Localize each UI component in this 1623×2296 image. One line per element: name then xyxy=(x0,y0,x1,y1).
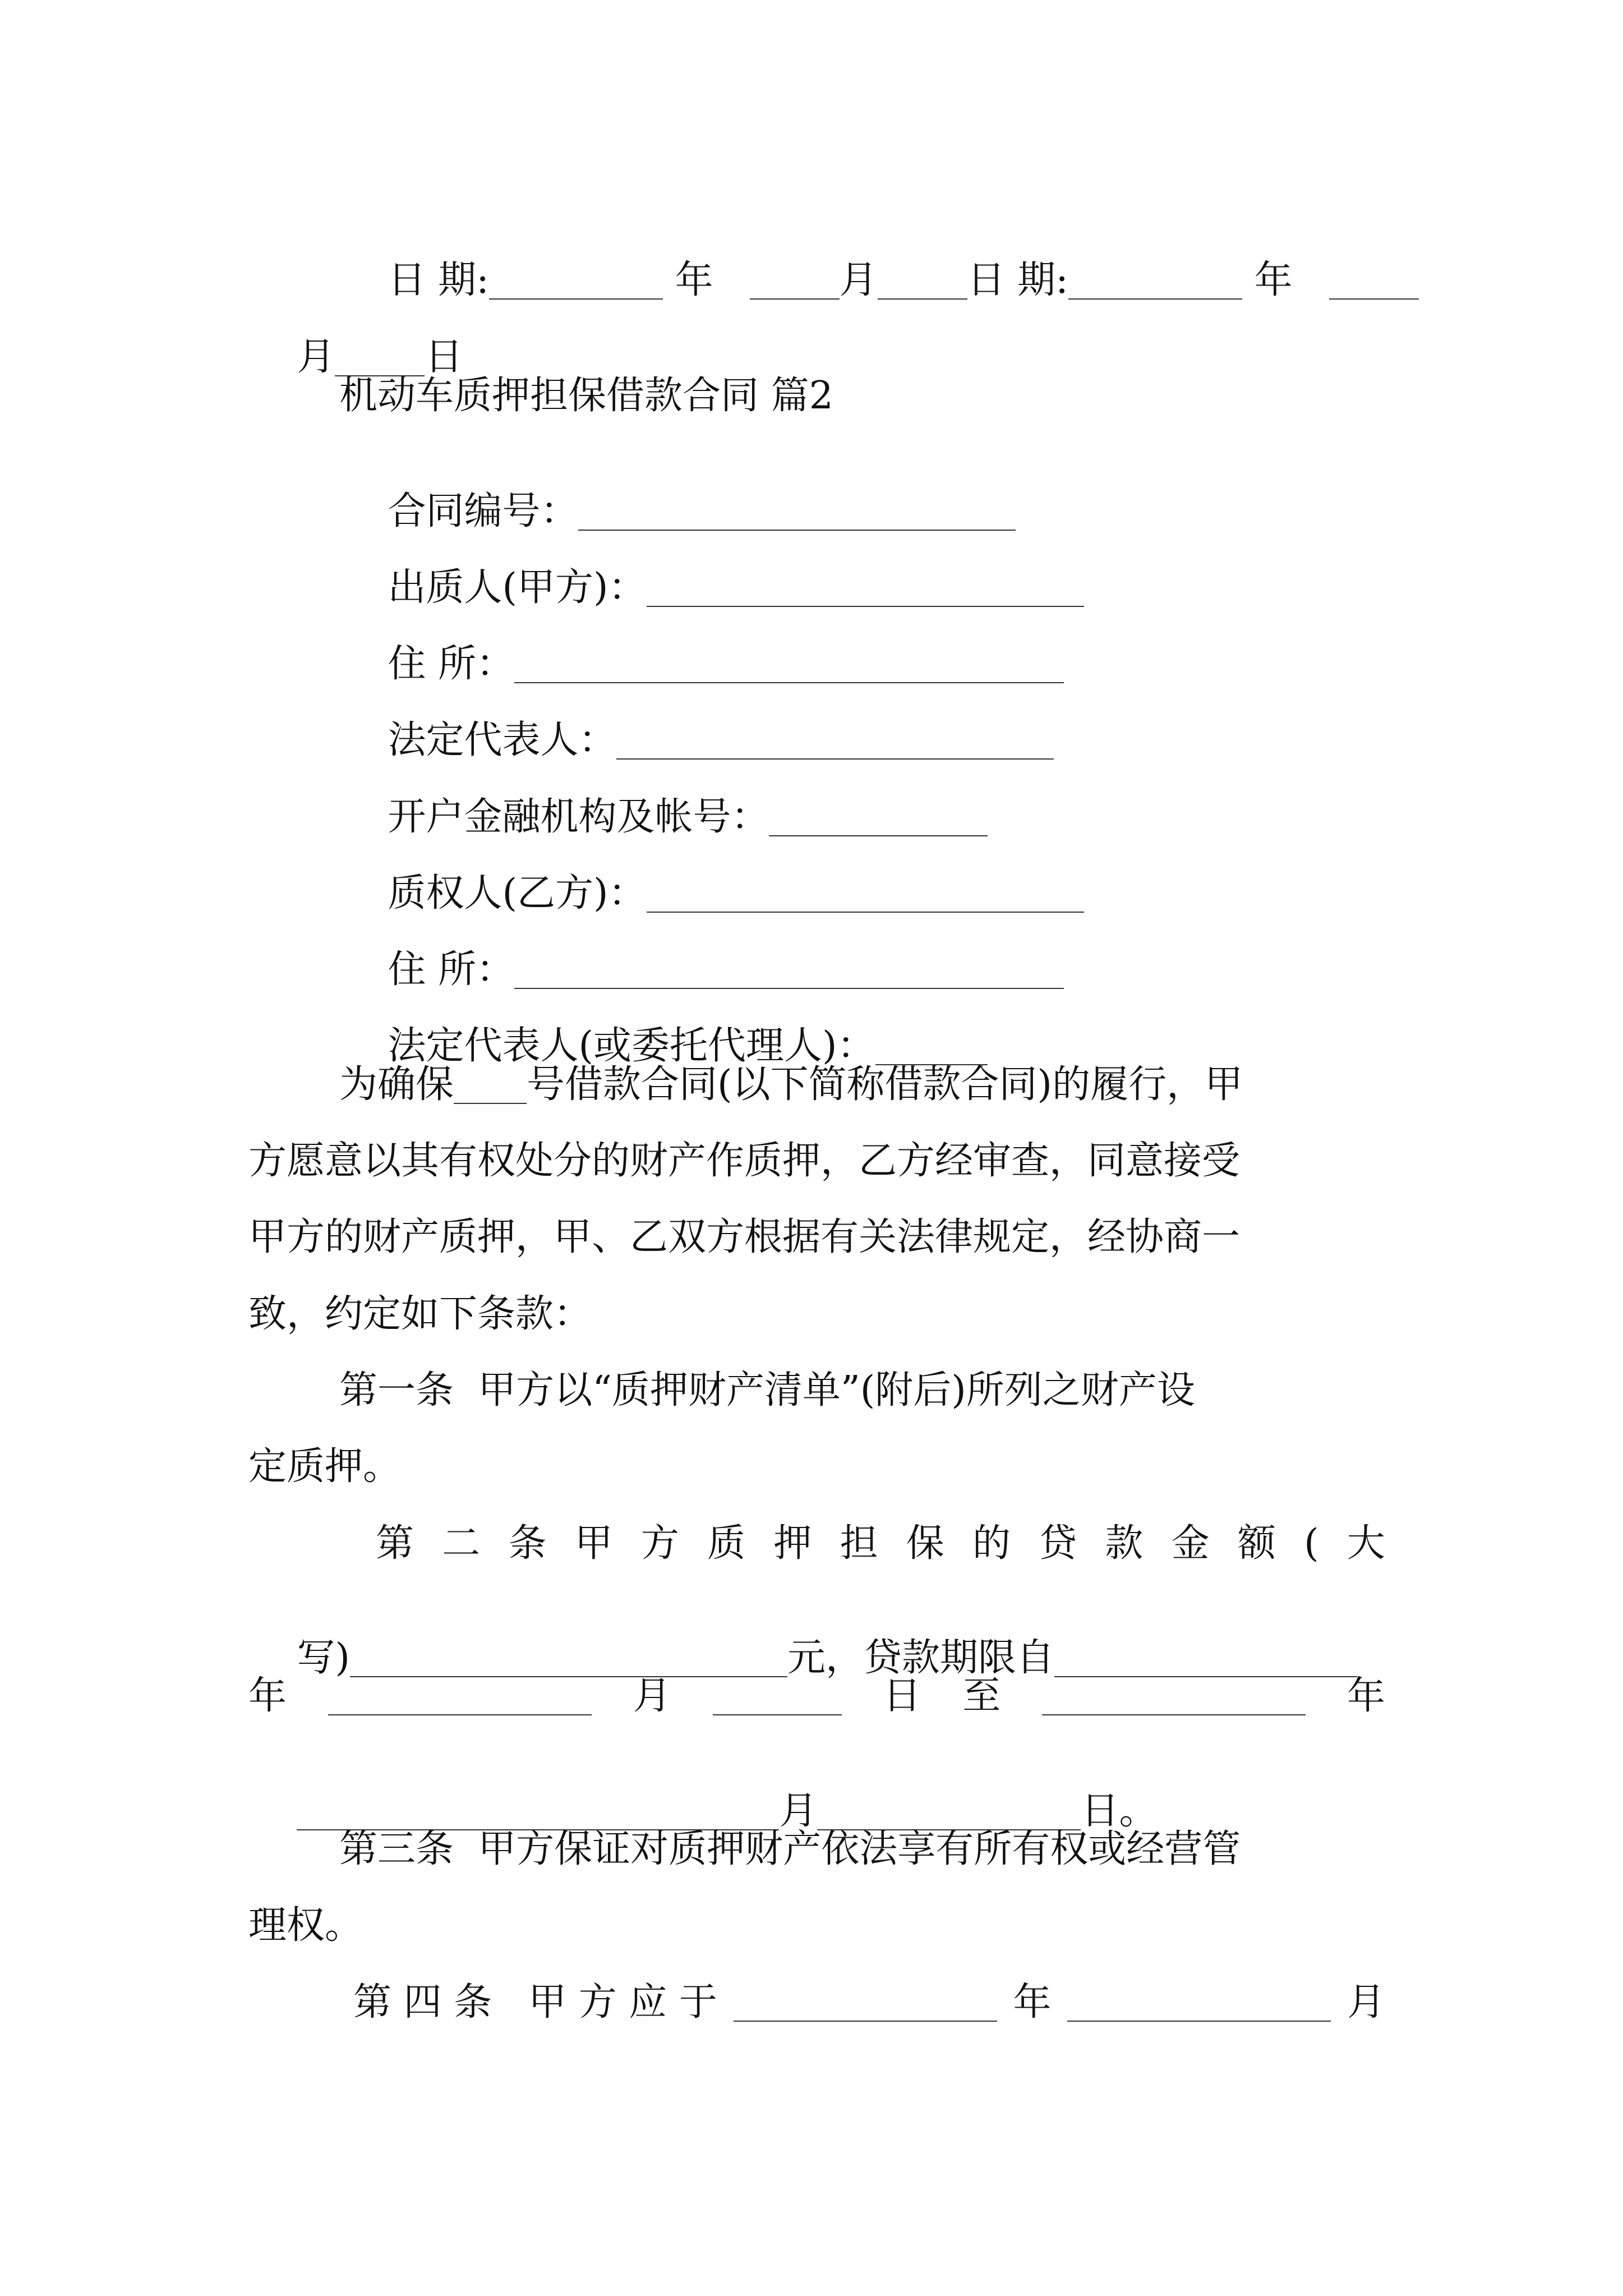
l3-to: 至 xyxy=(962,1674,1001,1718)
article2-l1-char: 保 xyxy=(906,1521,944,1566)
year-label-2: 年 xyxy=(1254,258,1293,302)
article2-l1-char: 金 xyxy=(1171,1521,1210,1566)
article2-l1-char: 的 xyxy=(972,1521,1011,1566)
l3-end-year-blank xyxy=(1042,1678,1306,1715)
l3-day: 日 xyxy=(883,1674,921,1718)
article2-l1-char: 条 xyxy=(508,1521,547,1566)
l3-year: 年 xyxy=(248,1674,287,1718)
year-label-1: 年 xyxy=(675,258,713,302)
article4-year: 年 xyxy=(1013,1980,1052,2024)
contract-no-label: 合同编号： xyxy=(388,489,579,533)
preamble-text-1a xyxy=(339,1062,1243,1107)
article2-l1-char: 款 xyxy=(1105,1521,1144,1566)
l3-year2: 年 xyxy=(1347,1674,1385,1718)
preamble-line-1 xyxy=(339,1062,1385,1107)
l4-day: 日。 xyxy=(1081,1789,1158,1833)
preamble-line-2: 方愿意以其有权处分的财产作质押，乙方经审查，同意接受 xyxy=(248,1139,1241,1183)
month-blank-1 xyxy=(750,263,840,300)
loan-start-blank xyxy=(1054,1640,1357,1678)
pledgor-rep-label: 法定代表人： xyxy=(388,718,617,762)
article2-l1-char: 担 xyxy=(840,1521,878,1566)
article2-l1-char: 二 xyxy=(442,1521,481,1566)
pledgee-address-blank xyxy=(514,952,1064,990)
pledgor-address-blank xyxy=(514,646,1064,684)
article2-l1-char: 押 xyxy=(773,1521,812,1566)
article2-l1-char: ( xyxy=(1304,1521,1319,1566)
pledgee-rep-blank xyxy=(875,1028,988,1066)
l3-year-blank xyxy=(328,1678,592,1715)
amount-blank xyxy=(350,1640,787,1678)
date-label-1: 日 期: xyxy=(388,258,489,302)
article2-l1-char: 方 xyxy=(640,1521,679,1566)
date-line xyxy=(339,223,1419,338)
article1-line-2: 定质押。 xyxy=(248,1444,402,1489)
end-year-cont-blank xyxy=(297,1793,779,1831)
pledgor-blank xyxy=(647,570,1084,608)
article2-l1-char: 大 xyxy=(1347,1521,1385,1566)
article2-l2a: 写) xyxy=(297,1636,350,1680)
article2-line-1 xyxy=(376,1521,1385,1566)
end-month-blank xyxy=(817,1793,1081,1831)
bank-account-label: 开户金融机构及帐号： xyxy=(388,795,769,839)
year-blank-1 xyxy=(489,263,663,300)
month-label-2: 月 xyxy=(297,335,335,379)
pledgor-rep-blank xyxy=(616,723,1054,760)
preamble-line-3: 甲方的财产质押，甲、乙双方根据有关法律规定，经协商一 xyxy=(248,1215,1241,1259)
article2-l1-char: 第 xyxy=(376,1521,414,1566)
pledgee-label: 质权人(乙方)： xyxy=(388,871,647,915)
loan-no-blank xyxy=(454,1067,527,1105)
pledgee-blank xyxy=(647,876,1084,913)
contract-no-blank xyxy=(578,494,1016,531)
article2-l2b: 元，贷款期限自 xyxy=(787,1636,1055,1680)
article4-month-blank xyxy=(1067,1984,1331,2022)
article2-l1-char: 额 xyxy=(1237,1521,1276,1566)
article3-line-2: 理权。 xyxy=(248,1903,363,1948)
preamble-line-4: 致，约定如下条款： xyxy=(248,1292,592,1336)
day-blank-1 xyxy=(878,263,967,300)
article1-line-1: 第一条 甲方以“质押财产清单”(附后)所列之财产设 xyxy=(339,1368,1195,1412)
pledgor-label: 出质人(甲方)： xyxy=(388,565,647,610)
l3-month: 月 xyxy=(633,1674,671,1718)
pledgor-address-label: 住 所： xyxy=(388,642,515,686)
article4-line-1 xyxy=(353,1980,1385,2024)
month-blank-2 xyxy=(1329,263,1419,300)
article4-year-blank xyxy=(734,1984,997,2022)
article4-month: 月 xyxy=(1347,1980,1385,2024)
preamble-l1b: 号借款合同(以下简称借款合同)的履行，甲 xyxy=(527,1062,1243,1107)
month-label-1: 月 xyxy=(839,258,878,302)
article4-l1a: 第 四 条 甲 方 应 于 xyxy=(353,1980,717,2024)
l3-month-blank xyxy=(713,1678,842,1715)
article2-line-3 xyxy=(248,1674,1385,1718)
l4-month: 月 xyxy=(779,1789,818,1833)
article2-l1-char: 甲 xyxy=(574,1521,613,1566)
pledgee-rep-label: 法定代表人(或委托代理人)： xyxy=(388,1024,875,1068)
article2-l1-char: 质 xyxy=(707,1521,746,1566)
section-title: 机动车质押担保借款合同 篇2 xyxy=(339,374,833,418)
year-blank-2 xyxy=(1068,263,1242,300)
article2-l1-char: 贷 xyxy=(1039,1521,1077,1566)
article3-line-1: 第三条 甲方保证对质押财产依法享有所有权或经营管 xyxy=(339,1827,1241,1871)
preamble-l1a: 为确保 xyxy=(339,1062,454,1107)
day-blank-2 xyxy=(335,339,425,377)
date-label-2: 日 期: xyxy=(967,258,1069,302)
pledgee-address-label: 住 所： xyxy=(388,947,515,992)
bank-account-blank xyxy=(769,799,988,837)
day-label-2: 日 xyxy=(425,335,463,379)
